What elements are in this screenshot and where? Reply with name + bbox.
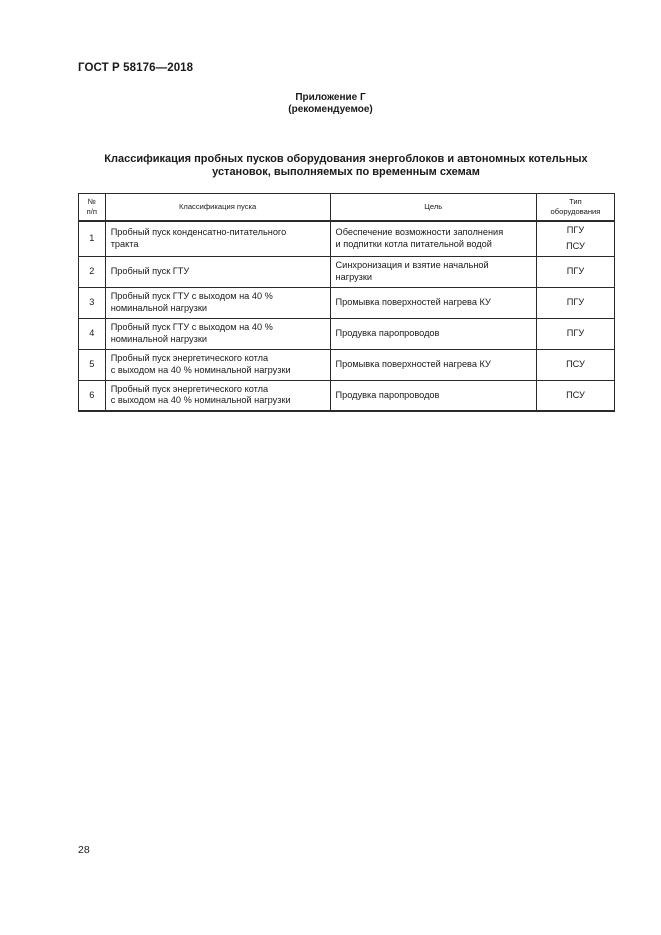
- cell-classification: [105, 349, 330, 380]
- cell-num: 4: [79, 318, 106, 349]
- cell-classification: [105, 221, 330, 256]
- table-row: [79, 287, 615, 318]
- table-row: [79, 221, 615, 256]
- classification-table: [78, 193, 615, 412]
- cell-type: [536, 287, 614, 318]
- cell-line: номинальной нагрузки: [110, 333, 208, 344]
- table-title: [78, 153, 614, 179]
- cell-num: 3: [79, 287, 106, 318]
- cell-line: Промывка поверхностей нагрева КУ: [335, 358, 491, 369]
- cell-line: Пробный пуск энергетического котла: [110, 383, 269, 394]
- appendix-heading: [0, 92, 661, 116]
- header-num-line: №: [87, 197, 96, 206]
- cell-type: [536, 221, 614, 256]
- appendix-subtitle: (рекомендуемое): [288, 104, 373, 115]
- header-num: [79, 194, 106, 222]
- cell-line: ПСУ: [566, 358, 585, 369]
- cell-line: нагрузки: [335, 271, 373, 282]
- cell-line: ПГУ: [566, 296, 585, 307]
- cell-type: [536, 380, 614, 411]
- cell-line: Пробный пуск ГТУ с выходом на 40 %: [110, 291, 273, 301]
- table-row: [79, 256, 615, 287]
- cell-line: ПСУ: [566, 240, 585, 251]
- cell-line: с выходом на 40 % номинальной нагрузки: [110, 395, 291, 406]
- header-classification: Классификация пуска: [105, 194, 330, 222]
- cell-line: Промывка поверхностей нагрева КУ: [335, 296, 491, 307]
- cell-goal: [330, 256, 536, 287]
- cell-num: 5: [79, 349, 106, 380]
- cell-line: Пробный пуск ГТУ с выходом на 40 %: [110, 322, 273, 332]
- cell-num: 1: [79, 221, 106, 256]
- cell-line: и подпитки котла питательной водой: [335, 238, 492, 249]
- cell-line: Пробный пуск конденсатно-питательного: [110, 227, 287, 238]
- cell-goal: [330, 287, 536, 318]
- cell-classification: [105, 318, 330, 349]
- table-title-line: установок, выполняемых по временным схемам: [212, 166, 480, 178]
- cell-line: с выходом на 40 % номинальной нагрузки: [110, 364, 291, 375]
- cell-classification: [105, 380, 330, 411]
- cell-goal: [330, 318, 536, 349]
- table-header-row: [79, 194, 615, 222]
- page-number: 28: [78, 844, 90, 856]
- cell-goal: [330, 349, 536, 380]
- cell-type: [536, 318, 614, 349]
- cell-line: Синхронизация и взятие начальной: [335, 260, 489, 270]
- cell-classification: [105, 256, 330, 287]
- cell-line: Продувка паропроводов: [335, 327, 440, 338]
- header-type: [536, 194, 614, 222]
- cell-goal: [330, 221, 536, 256]
- cell-num: 2: [79, 256, 106, 287]
- table-row: [79, 318, 615, 349]
- cell-type: [536, 256, 614, 287]
- cell-line: ПГУ: [566, 265, 585, 276]
- cell-line: ПСУ: [566, 389, 585, 400]
- table-row: [79, 349, 615, 380]
- header-goal: Цель: [330, 194, 536, 222]
- header-num-line: п/п: [86, 207, 98, 216]
- document-code: ГОСТ Р 58176—2018: [78, 62, 194, 74]
- cell-line: номинальной нагрузки: [110, 302, 208, 313]
- cell-line: Обеспечение возможности заполнения: [335, 227, 504, 238]
- cell-line: Продувка паропроводов: [335, 389, 440, 400]
- appendix-title: Приложение Г: [295, 92, 366, 103]
- cell-line: тракта: [110, 238, 139, 249]
- cell-line: ПГУ: [566, 327, 585, 338]
- table-row: [79, 380, 615, 411]
- cell-goal: [330, 380, 536, 411]
- header-type-line: оборудования: [550, 207, 601, 216]
- cell-line: ПГУ: [566, 225, 585, 236]
- cell-line: Пробный пуск ГТУ: [110, 265, 190, 276]
- cell-num: 6: [79, 380, 106, 411]
- header-type-line: Тип: [569, 197, 582, 206]
- cell-type: [536, 349, 614, 380]
- table-title-line: Классификация пробных пусков оборудования энергоблоков и автономных котельных: [104, 153, 588, 165]
- cell-line: Пробный пуск энергетического котла: [110, 353, 269, 363]
- cell-classification: [105, 287, 330, 318]
